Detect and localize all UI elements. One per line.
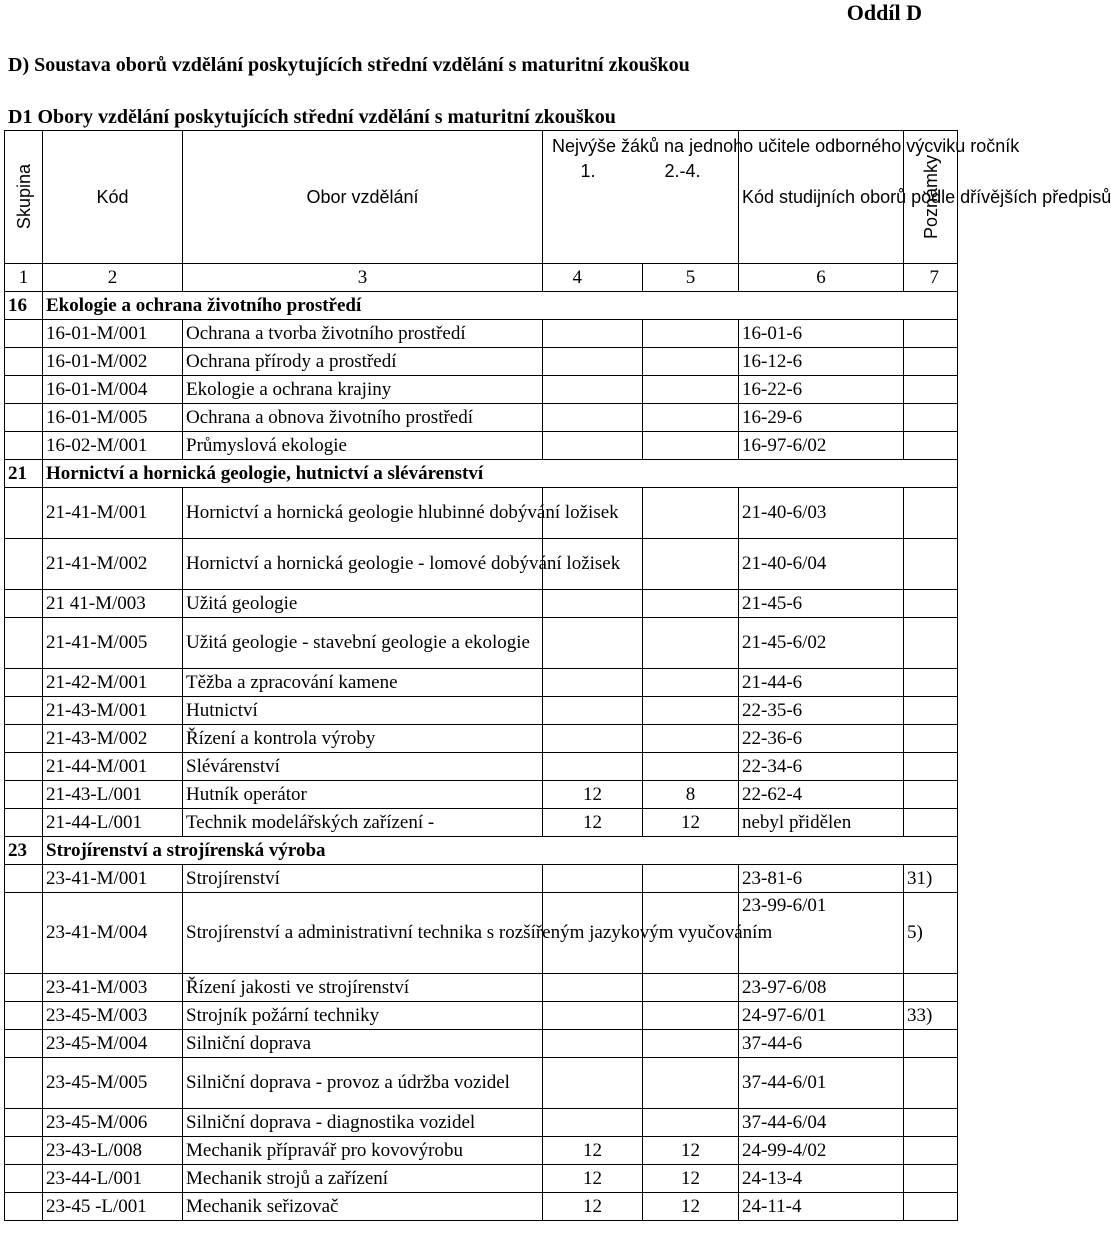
cell-poznamky	[904, 618, 958, 669]
cell-kod-stud: 21-44-6	[739, 669, 904, 697]
cell-poznamky	[904, 488, 958, 539]
cell-kod: 23-45-M/003	[43, 1002, 183, 1030]
cell-kod: 21-42-M/001	[43, 669, 183, 697]
cell-obor: Strojník požární techniky	[183, 1002, 543, 1030]
cell-kod-stud: 24-11-4	[739, 1193, 904, 1221]
cell-kod-stud: 16-12-6	[739, 348, 904, 376]
fields-table	[4, 130, 1111, 1221]
header-obor: Obor vzdělání	[183, 131, 543, 264]
cell-obor: Ochrana a obnova životního prostředí	[183, 404, 543, 432]
cell-obor: Silniční doprava - provoz a údržba vozidel	[183, 1058, 543, 1109]
cell-kod: 21 41-M/003	[43, 590, 183, 618]
cell-kod-stud: 37-44-6/04	[739, 1109, 904, 1137]
cell-skupina	[5, 753, 43, 781]
cell-skupina	[5, 1030, 43, 1058]
table-row	[5, 809, 958, 837]
cell-rocnik-1	[543, 1058, 643, 1109]
cell-kod-stud: 16-22-6	[739, 376, 904, 404]
cell-rocnik-2	[643, 697, 739, 725]
cell-skupina	[5, 1165, 43, 1193]
table-row	[5, 669, 958, 697]
cell-rocnik-1: 12	[543, 1165, 643, 1193]
index-cell: 5	[643, 264, 739, 292]
cell-kod-stud: 24-99-4/02	[739, 1137, 904, 1165]
cell-skupina	[5, 781, 43, 809]
cell-skupina	[5, 348, 43, 376]
cell-skupina	[5, 404, 43, 432]
table-row	[5, 1109, 958, 1137]
group-name: Strojírenství a strojírenská výroba	[43, 837, 958, 865]
cell-rocnik-2	[643, 1109, 739, 1137]
cell-kod-stud: 22-36-6	[739, 725, 904, 753]
cell-kod-stud: 21-45-6/02	[739, 618, 904, 669]
table-row	[5, 893, 958, 974]
cell-skupina	[5, 809, 43, 837]
cell-kod: 21-44-L/001	[43, 809, 183, 837]
cell-kod: 23-41-M/004	[43, 893, 183, 974]
cell-poznamky: 31)	[904, 865, 958, 893]
cell-kod-stud: 37-44-6	[739, 1030, 904, 1058]
cell-rocnik-2: 12	[643, 809, 739, 837]
cell-kod: 16-01-M/002	[43, 348, 183, 376]
cell-obor: Řízení jakosti ve strojírenství	[183, 974, 543, 1002]
cell-rocnik-2	[643, 432, 739, 460]
cell-rocnik-1: 12	[543, 781, 643, 809]
cell-poznamky	[904, 539, 958, 590]
cell-rocnik-1	[543, 432, 643, 460]
cell-rocnik-2	[643, 669, 739, 697]
table-row	[5, 1058, 958, 1109]
cell-skupina	[5, 320, 43, 348]
cell-obor: Silniční doprava	[183, 1030, 543, 1058]
cell-obor: Řízení a kontrola výroby	[183, 725, 543, 753]
index-cell: 4	[543, 264, 643, 292]
cell-obor: Hornictví a hornická geologie - lomové dobývání ložisek	[183, 539, 543, 590]
cell-poznamky	[904, 1137, 958, 1165]
cell-obor: Silniční doprava - diagnostika vozidel	[183, 1109, 543, 1137]
cell-poznamky	[904, 697, 958, 725]
cell-rocnik-2	[643, 865, 739, 893]
cell-kod-stud: 21-45-6	[739, 590, 904, 618]
cell-rocnik-1	[543, 697, 643, 725]
cell-kod-stud: 22-35-6	[739, 697, 904, 725]
table-row	[5, 1137, 958, 1165]
cell-rocnik-1	[543, 1109, 643, 1137]
cell-poznamky: 33)	[904, 1002, 958, 1030]
cell-kod-stud: 16-01-6	[739, 320, 904, 348]
table-row	[5, 320, 958, 348]
cell-rocnik-2	[643, 539, 739, 590]
cell-poznamky	[904, 404, 958, 432]
cell-kod: 23-45-M/004	[43, 1030, 183, 1058]
cell-rocnik-2	[643, 753, 739, 781]
table-row	[5, 1030, 958, 1058]
cell-kod-stud: 24-13-4	[739, 1165, 904, 1193]
table-row	[5, 488, 958, 539]
cell-skupina	[5, 376, 43, 404]
cell-poznamky	[904, 432, 958, 460]
cell-poznamky	[904, 348, 958, 376]
cell-obor: Mechanik přípravář pro kovovýrobu	[183, 1137, 543, 1165]
header-skupina: Skupina	[5, 131, 43, 264]
cell-obor: Užitá geologie - stavební geologie a ekologie	[183, 618, 543, 669]
cell-rocnik-1	[543, 669, 643, 697]
cell-obor: Technik modelářských zařízení -	[183, 809, 543, 837]
cell-kod-stud: 22-62-4	[739, 781, 904, 809]
cell-skupina	[5, 1058, 43, 1109]
cell-rocnik-1	[543, 376, 643, 404]
cell-poznamky	[904, 809, 958, 837]
cell-poznamky	[904, 1030, 958, 1058]
cell-rocnik-1	[543, 753, 643, 781]
cell-poznamky	[904, 1165, 958, 1193]
header-poznamky: Poznámky	[904, 131, 958, 264]
cell-poznamky	[904, 753, 958, 781]
cell-obor: Ekologie a ochrana krajiny	[183, 376, 543, 404]
cell-poznamky	[904, 376, 958, 404]
cell-rocnik-2	[643, 725, 739, 753]
cell-obor: Těžba a zpracování kamene	[183, 669, 543, 697]
cell-kod: 23-45-M/005	[43, 1058, 183, 1109]
cell-rocnik-1	[543, 618, 643, 669]
cell-rocnik-1: 12	[543, 809, 643, 837]
cell-rocnik-1	[543, 1002, 643, 1030]
table-row	[5, 590, 958, 618]
cell-kod-stud: 22-34-6	[739, 753, 904, 781]
cell-kod-stud: 23-99-6/01	[739, 893, 904, 974]
cell-obor: Slévárenství	[183, 753, 543, 781]
group-name: Ekologie a ochrana životního prostředí	[43, 292, 958, 320]
cell-rocnik-2: 12	[643, 1193, 739, 1221]
cell-rocnik-2	[643, 320, 739, 348]
cell-poznamky	[904, 725, 958, 753]
index-cell: 2	[43, 264, 183, 292]
cell-skupina	[5, 488, 43, 539]
cell-kod: 23-41-M/003	[43, 974, 183, 1002]
cell-rocnik-1	[543, 725, 643, 753]
cell-poznamky	[904, 669, 958, 697]
cell-rocnik-2: 12	[643, 1137, 739, 1165]
cell-kod-stud: 16-29-6	[739, 404, 904, 432]
cell-skupina	[5, 432, 43, 460]
table-row	[5, 404, 958, 432]
cell-poznamky	[904, 974, 958, 1002]
table-row	[5, 618, 958, 669]
cell-obor: Strojírenství	[183, 865, 543, 893]
cell-kod-stud: 24-97-6/01	[739, 1002, 904, 1030]
group-code: 16	[5, 292, 43, 320]
table-row	[5, 1165, 958, 1193]
cell-poznamky	[904, 320, 958, 348]
cell-rocnik-2	[643, 348, 739, 376]
cell-obor: Strojírenství a administrativní technika s rozšířeným jazykovým vyučováním	[183, 893, 543, 974]
cell-rocnik-2: 8	[643, 781, 739, 809]
table-row	[5, 1002, 958, 1030]
index-cell: 3	[183, 264, 543, 292]
cell-obor: Hutnictví	[183, 697, 543, 725]
header-row	[5, 131, 958, 264]
cell-rocnik-1	[543, 320, 643, 348]
table-row	[5, 348, 958, 376]
table-row	[5, 539, 958, 590]
cell-obor: Hutník operátor	[183, 781, 543, 809]
cell-skupina	[5, 1002, 43, 1030]
table-row	[5, 865, 958, 893]
group-name: Hornictví a hornická geologie, hutnictví a slévárenství	[43, 460, 958, 488]
cell-kod: 21-43-M/001	[43, 697, 183, 725]
cell-obor: Ochrana a tvorba životního prostředí	[183, 320, 543, 348]
cell-poznamky	[904, 1109, 958, 1137]
cell-kod-stud: 21-40-6/04	[739, 539, 904, 590]
cell-skupina	[5, 974, 43, 1002]
group-row	[5, 460, 958, 488]
cell-obor: Ochrana přírody a prostředí	[183, 348, 543, 376]
cell-rocnik-1	[543, 404, 643, 432]
table-row	[5, 781, 958, 809]
cell-skupina	[5, 618, 43, 669]
cell-poznamky	[904, 590, 958, 618]
header-rocnik-1: 1.	[580, 161, 596, 181]
cell-rocnik-1: 12	[543, 1193, 643, 1221]
cell-rocnik-2	[643, 618, 739, 669]
table-row	[5, 974, 958, 1002]
cell-rocnik-2: 12	[643, 1165, 739, 1193]
index-cell: 7	[904, 264, 958, 292]
cell-skupina	[5, 725, 43, 753]
cell-rocnik-2	[643, 590, 739, 618]
cell-kod: 21-43-L/001	[43, 781, 183, 809]
cell-poznamky	[904, 1058, 958, 1109]
cell-rocnik-2	[643, 1058, 739, 1109]
cell-rocnik-1	[543, 348, 643, 376]
group-row	[5, 837, 958, 865]
cell-skupina	[5, 1137, 43, 1165]
cell-kod: 16-01-M/001	[43, 320, 183, 348]
cell-rocnik-2	[643, 376, 739, 404]
cell-obor: Hornictví a hornická geologie hlubinné dobývání ložisek	[183, 488, 543, 539]
header-rocniky	[546, 158, 735, 182]
cell-skupina	[5, 669, 43, 697]
cell-kod: 21-44-M/001	[43, 753, 183, 781]
index-cell: 6	[739, 264, 904, 292]
cell-kod-stud: 16-97-6/02	[739, 432, 904, 460]
group-row	[5, 292, 958, 320]
cell-poznamky: 5)	[904, 893, 958, 974]
header-kod-stud: Kód studijních oborů podle dřívějších předpisů	[739, 131, 904, 264]
cell-rocnik-1	[543, 590, 643, 618]
cell-obor: Průmyslová ekologie	[183, 432, 543, 460]
cell-obor: Užitá geologie	[183, 590, 543, 618]
cell-kod-stud: 37-44-6/01	[739, 1058, 904, 1109]
cell-kod: 21-43-M/002	[43, 725, 183, 753]
cell-rocnik-2	[643, 1030, 739, 1058]
cell-rocnik-1: 12	[543, 1137, 643, 1165]
cell-kod-stud: 23-81-6	[739, 865, 904, 893]
page-subtitle: D1 Obory vzdělání poskytujících střední vzdělání s maturitní zkouškou	[8, 106, 616, 128]
index-row	[5, 264, 958, 292]
cell-skupina	[5, 1109, 43, 1137]
cell-skupina	[5, 539, 43, 590]
index-cell: 1	[5, 264, 43, 292]
cell-rocnik-1	[543, 1030, 643, 1058]
cell-poznamky	[904, 781, 958, 809]
section-label: Oddíl D	[846, 0, 922, 25]
cell-skupina	[5, 590, 43, 618]
cell-rocnik-1	[543, 865, 643, 893]
table-row	[5, 432, 958, 460]
cell-rocnik-2	[643, 488, 739, 539]
cell-kod: 23-45 -L/001	[43, 1193, 183, 1221]
cell-kod-stud: 23-97-6/08	[739, 974, 904, 1002]
cell-obor: Mechanik seřizovač	[183, 1193, 543, 1221]
cell-skupina	[5, 893, 43, 974]
cell-rocnik-2	[643, 404, 739, 432]
cell-kod: 21-41-M/001	[43, 488, 183, 539]
cell-skupina	[5, 1193, 43, 1221]
cell-obor: Mechanik strojů a zařízení	[183, 1165, 543, 1193]
cell-rocnik-1	[543, 974, 643, 1002]
table-row	[5, 697, 958, 725]
cell-kod: 23-44-L/001	[43, 1165, 183, 1193]
group-code: 23	[5, 837, 43, 865]
cell-skupina	[5, 697, 43, 725]
cell-kod: 16-01-M/004	[43, 376, 183, 404]
cell-kod-stud: nebyl přidělen	[739, 809, 904, 837]
cell-skupina	[5, 865, 43, 893]
header-kod: Kód	[43, 131, 183, 264]
header-nejvyse-label: Nejvýše žáků na jednoho učitele odborného výcviku ročník	[552, 136, 1020, 156]
cell-kod: 16-01-M/005	[43, 404, 183, 432]
table-row	[5, 376, 958, 404]
table-row	[5, 753, 958, 781]
cell-kod: 21-41-M/002	[43, 539, 183, 590]
cell-rocnik-2	[643, 974, 739, 1002]
cell-kod-stud: 21-40-6/03	[739, 488, 904, 539]
cell-rocnik-2	[643, 1002, 739, 1030]
cell-poznamky	[904, 1193, 958, 1221]
table-row	[5, 725, 958, 753]
page-title: D) Soustava oborů vzdělání poskytujících střední vzdělání s maturitní zkouškou	[8, 54, 690, 76]
group-code: 21	[5, 460, 43, 488]
cell-kod: 23-45-M/006	[43, 1109, 183, 1137]
table-row	[5, 1193, 958, 1221]
cell-kod: 21-41-M/005	[43, 618, 183, 669]
cell-kod: 23-41-M/001	[43, 865, 183, 893]
cell-kod: 16-02-M/001	[43, 432, 183, 460]
cell-kod: 23-43-L/008	[43, 1137, 183, 1165]
header-rocnik-2: 2.-4.	[664, 161, 701, 181]
